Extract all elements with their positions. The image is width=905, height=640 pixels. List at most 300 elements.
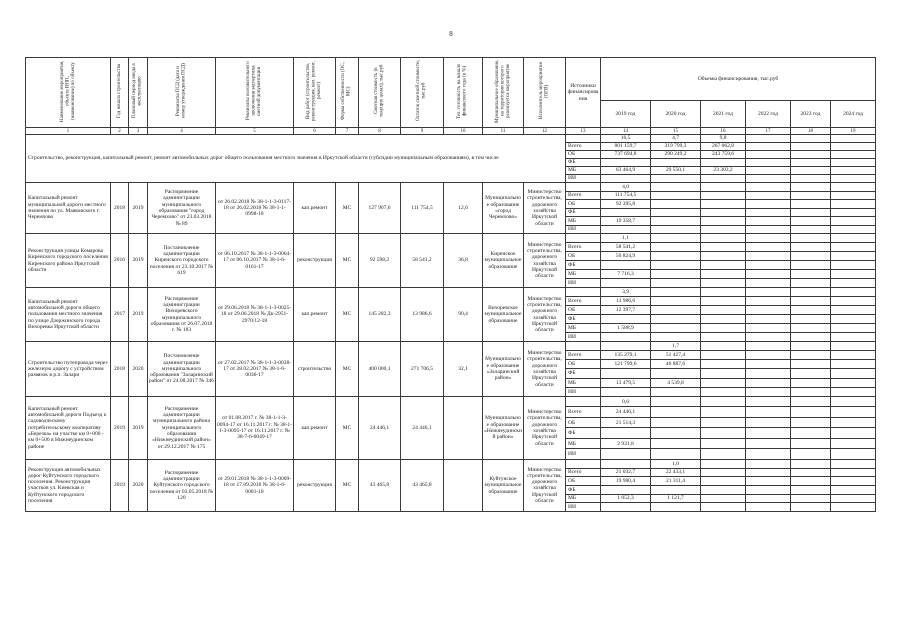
funding-value-2024	[831, 407, 876, 418]
section-title-cell	[26, 135, 566, 183]
remaining-cost: 13 986,6	[412, 311, 432, 318]
funding-value-2021	[701, 324, 746, 333]
funding-value-2019: 1,1	[601, 234, 651, 243]
ownership-form: МС	[342, 204, 352, 211]
funding-value-2024	[831, 396, 876, 407]
psd-details-cell	[148, 183, 216, 234]
funding-value-2023	[791, 217, 831, 226]
column-header-funding-volumes	[601, 58, 876, 101]
funding-value-2021	[701, 261, 746, 270]
funding-value-2022	[746, 306, 791, 315]
funding-value-2021	[701, 234, 746, 243]
expertise-details-cell	[216, 183, 294, 234]
funding-value-2022	[746, 360, 791, 369]
funding-value-2020: 1,7	[651, 342, 701, 351]
funding-source-label: ОБ	[566, 252, 601, 261]
funding-value-2019	[601, 315, 651, 324]
column-header-text: Объемы финансирования, тыс.руб	[697, 75, 779, 82]
funding-source-label	[566, 396, 601, 407]
psd-details: Постановление администрации Киренского городского поселения от 23.10.2017 № 619	[149, 244, 214, 276]
funding-value-2019: 801 159,7	[601, 143, 651, 151]
column-number: 18	[791, 128, 831, 135]
column-header-work-type	[294, 58, 336, 128]
funding-source-label: Всего	[566, 407, 601, 418]
funding-source-label: ОБ	[566, 477, 601, 486]
funding-source-label	[566, 342, 601, 351]
funding-value-2021	[701, 449, 746, 460]
funding-value-2023	[791, 417, 831, 428]
funding-value-2021	[701, 225, 746, 234]
remaining-cost: 24 446,1	[412, 424, 432, 431]
funding-value-2020: 1,0	[651, 459, 701, 468]
estimate-cost-cell	[359, 396, 401, 459]
object-name: Реконструкция автомобильных дорог Куйтунского городского поселения. Реконструкция участков ул. Киевская и Куйтунского городского поселения	[28, 466, 101, 504]
funding-value-2024	[831, 200, 876, 209]
funding-value-2020	[651, 279, 701, 288]
column-header-text: Вид работ (строительство, реконструкция, кап. ремонт, ремонт)	[306, 61, 323, 122]
column-number: 10	[444, 128, 483, 135]
funding-value-2023	[791, 297, 831, 306]
funding-value-2024	[831, 151, 876, 159]
column-header-text: Форма собственности (ОС, МС)	[341, 62, 352, 121]
funding-value-2019: 121 799,6	[601, 360, 651, 369]
funding-value-2019	[601, 279, 651, 288]
funding-value-2022	[746, 438, 791, 449]
funding-source-label: ФБ	[566, 208, 601, 217]
ownership-form-cell	[336, 396, 359, 459]
funding-value-2023	[791, 261, 831, 270]
year-header-2022: 2022 год	[746, 101, 791, 128]
funding-value-2020	[651, 159, 701, 167]
funding-value-2024	[831, 494, 876, 503]
funding-value-2020: 319 799,3	[651, 143, 701, 151]
funding-value-2022	[746, 243, 791, 252]
work-type-cell	[294, 234, 336, 288]
commission-period-cell	[129, 183, 148, 234]
municipality: Муниципальное образование «город Черемхово»	[485, 195, 521, 221]
ownership-form: МС	[342, 257, 352, 264]
tech-readiness-cell	[444, 183, 483, 234]
estimate-cost-cell	[359, 183, 401, 234]
funding-value-2022	[746, 217, 791, 226]
expertise-details: от 27.02.2017 № 38-1-1-3-0038-17 от 28.02.2017 № 38-1-6-0036-17	[217, 359, 292, 379]
funding-value-2021	[701, 270, 746, 279]
funding-share-row	[26, 234, 876, 243]
funding-value-2022	[746, 135, 791, 143]
funding-value-2020	[651, 288, 701, 297]
funding-value-2020: 4 539,8	[651, 378, 701, 387]
funding-value-2021	[701, 297, 746, 306]
funding-value-2023	[791, 225, 831, 234]
column-header-start-year	[111, 58, 129, 128]
municipality-cell	[483, 183, 524, 234]
funding-value-2021	[701, 438, 746, 449]
funding-value-2023	[791, 342, 831, 351]
estimate-cost: 24 446,1	[369, 424, 390, 431]
funding-share-row	[26, 459, 876, 468]
funding-value-2021	[701, 217, 746, 226]
funding-value-2022	[746, 225, 791, 234]
funding-value-2024	[831, 459, 876, 468]
column-header-expertise-details	[216, 58, 294, 128]
funding-value-2024	[831, 243, 876, 252]
funding-value-2022	[746, 167, 791, 175]
estimate-cost-cell	[359, 459, 401, 511]
column-header-text: Тех. готовность на начало финансового года (в %)	[457, 63, 468, 119]
start-year: 2019	[114, 424, 125, 431]
column-number: 4	[148, 128, 216, 135]
funding-value-2019: 0,6	[601, 396, 651, 407]
object-name-cell	[26, 183, 111, 234]
work-type-cell	[294, 396, 336, 459]
funding-share-row	[26, 396, 876, 407]
funding-source-label: МБ	[566, 167, 601, 175]
funding-value-2019: 4,0	[601, 183, 651, 192]
estimate-cost-cell	[359, 234, 401, 288]
funding-value-2021: 9,8	[701, 135, 746, 143]
funding-value-2021	[701, 208, 746, 217]
column-header-text: Остаток сметной стоимости, тыс.руб	[416, 60, 427, 122]
funding-value-2021	[701, 183, 746, 192]
funding-value-2019	[601, 503, 651, 512]
start-year-cell	[111, 234, 129, 288]
expertise-details: от 26.02.2018 № 38-1-1-3-0117-18 от 26.02.2018 № 38-1-1-0998-18	[218, 198, 291, 218]
remaining-cost-cell	[401, 288, 444, 342]
column-header-tech-readiness	[444, 58, 483, 128]
expertise-details-cell	[216, 459, 294, 511]
executor-cell	[524, 183, 566, 234]
funding-value-2021	[701, 387, 746, 396]
municipality: Киренское муниципальное образование	[484, 251, 522, 270]
funding-source-label: ОБ	[566, 200, 601, 209]
funding-value-2019: 24 446,1	[601, 407, 651, 418]
funding-value-2020	[651, 306, 701, 315]
funding-value-2022	[746, 468, 791, 477]
column-number: 5	[216, 128, 294, 135]
funding-value-2022	[746, 369, 791, 378]
funding-value-2024	[831, 135, 876, 143]
tech-readiness-cell	[444, 459, 483, 511]
column-number: 16	[701, 128, 746, 135]
object-name: Капитальный ремонт автомобильной дороги общего пользования местного значения по улице Дзержинского города Вихоревка Иркутской области	[28, 298, 103, 330]
expertise-details-cell	[216, 342, 294, 397]
funding-value-2021: 23 303,2	[701, 167, 746, 175]
funding-value-2019	[601, 485, 651, 494]
funding-source-label: ИИ	[566, 387, 601, 396]
funding-value-2024	[831, 143, 876, 151]
object-name-cell	[26, 234, 111, 288]
funding-value-2022	[746, 183, 791, 192]
ownership-form: МС	[342, 482, 352, 489]
object-name-cell	[26, 342, 111, 397]
remaining-cost-cell	[401, 342, 444, 397]
ownership-form: МС	[342, 311, 352, 318]
funding-value-2022	[746, 159, 791, 167]
work-type: реконструкция	[297, 257, 332, 264]
funding-value-2023	[791, 175, 831, 183]
funding-value-2023	[791, 324, 831, 333]
funding-value-2020	[651, 261, 701, 270]
funding-value-2022	[746, 459, 791, 468]
remaining-cost: 271 706,5	[411, 365, 433, 372]
funding-value-2022	[746, 407, 791, 418]
funding-value-2024	[831, 351, 876, 360]
funding-value-2023	[791, 151, 831, 159]
funding-source-label: МБ	[566, 378, 601, 387]
year-header-2020: 2020 год	[651, 101, 701, 128]
funding-value-2020	[651, 396, 701, 407]
funding-value-2021	[701, 378, 746, 387]
executor-cell	[524, 234, 566, 288]
column-number: 13	[566, 128, 601, 135]
funding-value-2019	[601, 261, 651, 270]
tech-readiness: 32,1	[458, 365, 468, 372]
funding-value-2019	[601, 342, 651, 351]
funding-value-2023	[791, 183, 831, 192]
funding-value-2021	[701, 159, 746, 167]
funding-value-2021	[701, 360, 746, 369]
funding-value-2024	[831, 387, 876, 396]
municipality-cell	[483, 396, 524, 459]
year-header-2019: 2019 год	[601, 101, 651, 128]
funding-source-label: ФБ	[566, 261, 601, 270]
ownership-form-cell	[336, 342, 359, 397]
funding-value-2021	[701, 503, 746, 512]
funding-value-2024	[831, 315, 876, 324]
psd-details-cell	[148, 396, 216, 459]
funding-value-2022	[746, 261, 791, 270]
ownership-form-cell	[336, 183, 359, 234]
column-header-estimate-cost	[359, 58, 401, 128]
work-type: кап.ремонт	[301, 204, 328, 211]
funding-value-2021	[701, 306, 746, 315]
funding-value-2021	[701, 191, 746, 200]
funding-value-2021	[701, 407, 746, 418]
funding-value-2024	[831, 159, 876, 167]
commission-period-cell	[129, 234, 148, 288]
funding-value-2019: 16,5	[601, 135, 651, 143]
column-header-text: Муниципальное образование, на территории которого реализуется мероприятие	[494, 59, 511, 124]
start-year-cell	[111, 459, 129, 511]
remaining-cost: 58 541,2	[412, 257, 432, 264]
object-name: Реконструкция улицы Комарова Киренского городского поселения Киренского района Иркутской области	[28, 247, 108, 273]
column-header-text: Исполнитель мероприятия (ОГВ)	[538, 62, 550, 120]
column-number: 6	[294, 128, 336, 135]
column-number: 7	[336, 128, 359, 135]
funding-value-2019: 63 464,9	[601, 167, 651, 175]
start-year: 2019	[114, 482, 125, 489]
funding-value-2019	[601, 428, 651, 439]
funding-value-2019: 135 279,1	[601, 351, 651, 360]
funding-value-2019	[601, 225, 651, 234]
funding-value-2020: 46 887,6	[651, 360, 701, 369]
start-year: 2016	[114, 257, 125, 264]
funding-share-row	[26, 183, 876, 192]
funding-source-label: ОБ	[566, 417, 601, 428]
funding-value-2024	[831, 217, 876, 226]
commission-period-cell	[129, 396, 148, 459]
funding-value-2019: 50 824,9	[601, 252, 651, 261]
executor: Министерство строительства, дорожного хозяйства Иркутской области	[527, 350, 562, 388]
funding-value-2022	[746, 477, 791, 486]
funding-value-2020: 29 550,1	[651, 167, 701, 175]
funding-value-2020: 21 311,4	[651, 477, 701, 486]
tech-readiness: 36,8	[458, 257, 468, 264]
funding-value-2024	[831, 438, 876, 449]
funding-value-2022	[746, 428, 791, 439]
funding-value-2020: 4,7	[651, 135, 701, 143]
column-number: 11	[483, 128, 524, 135]
column-number: 2	[111, 128, 129, 135]
funding-value-2019	[601, 449, 651, 460]
executor: Министерство строительства, дорожного хозяйства Иркутской области	[527, 295, 562, 334]
column-number: 14	[601, 128, 651, 135]
funding-value-2022	[746, 279, 791, 288]
funding-value-2021: 243 759,6	[701, 151, 746, 159]
psd-details: Распоряжение администрации муниципального района муниципального образования «Нижнеудинский район» от 29.12.2017 № 175	[152, 405, 211, 450]
funding-value-2021	[701, 485, 746, 494]
funding-value-2019: 19 980,4	[601, 477, 651, 486]
funding-share-row	[26, 288, 876, 297]
executor-cell	[524, 342, 566, 397]
commission-period-cell	[129, 342, 148, 397]
funding-value-2023	[791, 208, 831, 217]
expertise-details: от 29.06.2018 № 38-1-1-3-0025-18 от 29.06.2018 № Дк-2951-2970/12-18	[217, 305, 292, 324]
work-type-cell	[294, 183, 336, 234]
municipality-cell	[483, 342, 524, 397]
column-number: 1	[26, 128, 111, 135]
funding-value-2024	[831, 449, 876, 460]
commission-period-cell	[129, 288, 148, 342]
funding-value-2023	[791, 494, 831, 503]
work-type: строительство	[297, 365, 332, 372]
funding-value-2023	[791, 477, 831, 486]
municipality-cell	[483, 234, 524, 288]
work-type: реконструкция	[297, 482, 332, 489]
executor-cell	[524, 459, 566, 511]
funding-value-2022	[746, 333, 791, 342]
funding-value-2020: 290 249,2	[651, 151, 701, 159]
funding-value-2022	[746, 449, 791, 460]
object-name: Капитальный ремонт автомобильной дороги Подъезд к садоводческому потребительскому кооперативу «Березка» на участке км 0+000 - км 0+500 в Нижнеудинском районе	[28, 405, 107, 450]
ownership-form: МС	[342, 365, 352, 372]
funding-value-2020	[651, 417, 701, 428]
funding-value-2023	[791, 438, 831, 449]
funding-source-label: МБ	[566, 324, 601, 333]
column-header-psd-details	[148, 58, 216, 128]
funding-value-2023	[791, 428, 831, 439]
estimate-cost: 145 282,3	[368, 311, 391, 318]
funding-value-2020	[651, 243, 701, 252]
funding-value-2022	[746, 151, 791, 159]
funding-value-2019: 737 694,8	[601, 151, 651, 159]
funding-source-label: ФБ	[566, 369, 601, 378]
funding-value-2020: 22 433,1	[651, 468, 701, 477]
funding-value-2019	[601, 208, 651, 217]
funding-value-2020	[651, 297, 701, 306]
funding-source-label: Всего	[566, 143, 601, 151]
commission-period: 2019	[132, 257, 144, 264]
funding-value-2019: 1 588,9	[601, 324, 651, 333]
funding-value-2020: 1 121,7	[651, 494, 701, 503]
funding-source-label: ИИ	[566, 503, 601, 512]
funding-value-2024	[831, 234, 876, 243]
funding-value-2021	[701, 288, 746, 297]
funding-value-2023	[791, 315, 831, 324]
funding-value-2019: 58 541,2	[601, 243, 651, 252]
funding-value-2023	[791, 159, 831, 167]
funding-value-2021	[701, 333, 746, 342]
column-number: 19	[831, 128, 876, 135]
funding-value-2021	[701, 351, 746, 360]
funding-value-2020	[651, 407, 701, 418]
funding-value-2020	[651, 315, 701, 324]
commission-period-cell	[129, 459, 148, 511]
funding-value-2021	[701, 477, 746, 486]
column-header-text: Источники финансирования	[567, 83, 599, 102]
funding-value-2023	[791, 378, 831, 387]
funding-value-2024	[831, 468, 876, 477]
funding-value-2019: 2 931,8	[601, 438, 651, 449]
funding-value-2020	[651, 225, 701, 234]
funding-value-2024	[831, 261, 876, 270]
funding-value-2022	[746, 297, 791, 306]
tech-readiness-cell	[444, 342, 483, 397]
funding-value-2019	[601, 175, 651, 183]
column-header-executor	[524, 58, 566, 128]
funding-value-2024	[831, 485, 876, 494]
object-name: Строительство путепровода через железную дорогу с устройством развязок в р.п. Залари	[28, 359, 108, 379]
funding-value-2024	[831, 324, 876, 333]
funding-source-label: ФБ	[566, 315, 601, 324]
funding-value-2020	[651, 333, 701, 342]
funding-value-2022	[746, 252, 791, 261]
estimate-cost-cell	[359, 342, 401, 397]
commission-period: 2019	[132, 311, 144, 318]
funding-value-2020	[651, 191, 701, 200]
column-header-text: Сметная стоимость (в текущих ценах), тыс.руб	[373, 65, 385, 118]
funding-value-2019	[601, 369, 651, 378]
funding-source-label: ОБ	[566, 360, 601, 369]
funding-value-2023	[791, 270, 831, 279]
column-header-text: Реквизиты ПСД (дата и номер утверждения ПСД)	[175, 63, 187, 119]
funding-value-2023	[791, 279, 831, 288]
funding-value-2024	[831, 297, 876, 306]
work-type: кап.ремонт	[301, 311, 328, 318]
tech-readiness: 12,6	[458, 204, 468, 211]
work-type-cell	[294, 288, 336, 342]
header-row	[26, 58, 876, 101]
psd-details: Распоряжение администрации Вихоревского муниципального образования от 26.07.2018 г. № 183	[150, 295, 213, 334]
funding-value-2022	[746, 200, 791, 209]
estimate-cost: 127 907,6	[368, 204, 391, 211]
remaining-cost: 43 465,8	[412, 482, 432, 489]
municipality: Вихоревское муниципальное образование	[484, 305, 522, 324]
funding-source-label: ИИ	[566, 175, 601, 183]
funding-table-body	[26, 135, 876, 512]
column-number: 12	[524, 128, 566, 135]
funding-value-2024	[831, 191, 876, 200]
funding-source-label	[566, 459, 601, 468]
funding-value-2021	[701, 175, 746, 183]
funding-value-2024	[831, 477, 876, 486]
funding-value-2022	[746, 191, 791, 200]
year-header-2021: 2021 год	[701, 101, 746, 128]
funding-value-2023	[791, 306, 831, 315]
funding-value-2019: 3,9	[601, 288, 651, 297]
ownership-form: МС	[342, 424, 352, 431]
funding-value-2024	[831, 306, 876, 315]
